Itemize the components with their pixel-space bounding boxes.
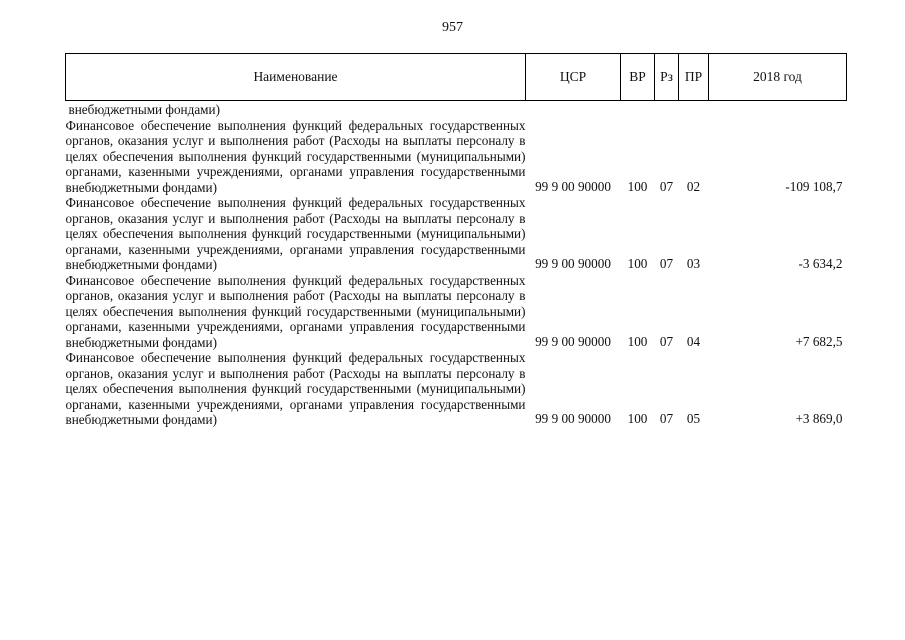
row-rz: 07 bbox=[659, 411, 674, 426]
table-header bbox=[66, 54, 847, 101]
row-pr: 04 bbox=[686, 333, 701, 349]
row-rz: 07 bbox=[659, 256, 674, 271]
continuation-row bbox=[66, 101, 847, 118]
page-number: 957 bbox=[442, 20, 463, 35]
table-row bbox=[66, 118, 847, 196]
header-rz: Рз bbox=[655, 54, 679, 101]
row-rz: 07 bbox=[659, 333, 674, 349]
row-name: Финансовое обеспечение выполнения функций федеральных государственных органов, оказания услуг и выполнения работ (Расходы на выплаты персоналу в целях обеспечения выполнения функций государственными (муниципальными) органами, казенными учреждениями, органами управления государственными внебюджетными фондами) bbox=[65, 272, 526, 350]
row-name: Финансовое обеспечение выполнения функций федеральных государственных органов, оказания услуг и выполнения работ (Расходы на выплаты персоналу в целях обеспечения выполнения функций государственными (муниципальными) органами, казенными учреждениями, органами управления государственными внебюджетными фондами) bbox=[65, 117, 526, 195]
header-vr: ВР bbox=[621, 54, 655, 101]
row-name: Финансовое обеспечение выполнения функций федеральных государственных органов, оказания услуг и выполнения работ (Расходы на выплаты персоналу в целях обеспечения выполнения функций государственными (муниципальными) органами, казенными учреждениями, органами управления государственными внебюджетными фондами) bbox=[65, 195, 526, 272]
row-csr: 99 9 00 90000 bbox=[535, 333, 611, 349]
row-amount: -3 634,2 bbox=[798, 256, 843, 271]
row-csr: 99 9 00 90000 bbox=[535, 411, 611, 426]
row-vr: 100 bbox=[627, 333, 648, 349]
header-year: 2018 год bbox=[709, 54, 847, 101]
row-amount: +7 682,5 bbox=[795, 333, 843, 349]
header-pr: ПР bbox=[679, 54, 709, 101]
table-body bbox=[66, 101, 847, 428]
row-csr: 99 9 00 90000 bbox=[535, 178, 611, 194]
row-csr: 99 9 00 90000 bbox=[535, 256, 611, 271]
header-name: Наименование bbox=[66, 54, 526, 101]
row-vr: 100 bbox=[627, 256, 648, 271]
table-row bbox=[66, 195, 847, 273]
budget-table bbox=[65, 53, 847, 428]
row-vr: 100 bbox=[627, 178, 648, 194]
row-pr: 02 bbox=[686, 178, 701, 194]
continuation-text: внебюджетными фондами) bbox=[68, 102, 220, 117]
row-rz: 07 bbox=[659, 178, 674, 194]
header-csr: ЦСР bbox=[526, 54, 621, 101]
row-amount: -109 108,7 bbox=[785, 178, 843, 194]
row-vr: 100 bbox=[627, 411, 648, 426]
row-pr: 05 bbox=[686, 411, 701, 426]
row-amount: +3 869,0 bbox=[795, 411, 843, 426]
table-row bbox=[66, 350, 847, 428]
row-pr: 03 bbox=[686, 256, 701, 271]
table-row bbox=[66, 273, 847, 351]
row-name: Финансовое обеспечение выполнения функций федеральных государственных органов, оказания услуг и выполнения работ (Расходы на выплаты персоналу в целях обеспечения выполнения функций государственными (муниципальными) органами, казенными учреждениями, органами управления государственными внебюджетными фондами) bbox=[65, 350, 526, 427]
